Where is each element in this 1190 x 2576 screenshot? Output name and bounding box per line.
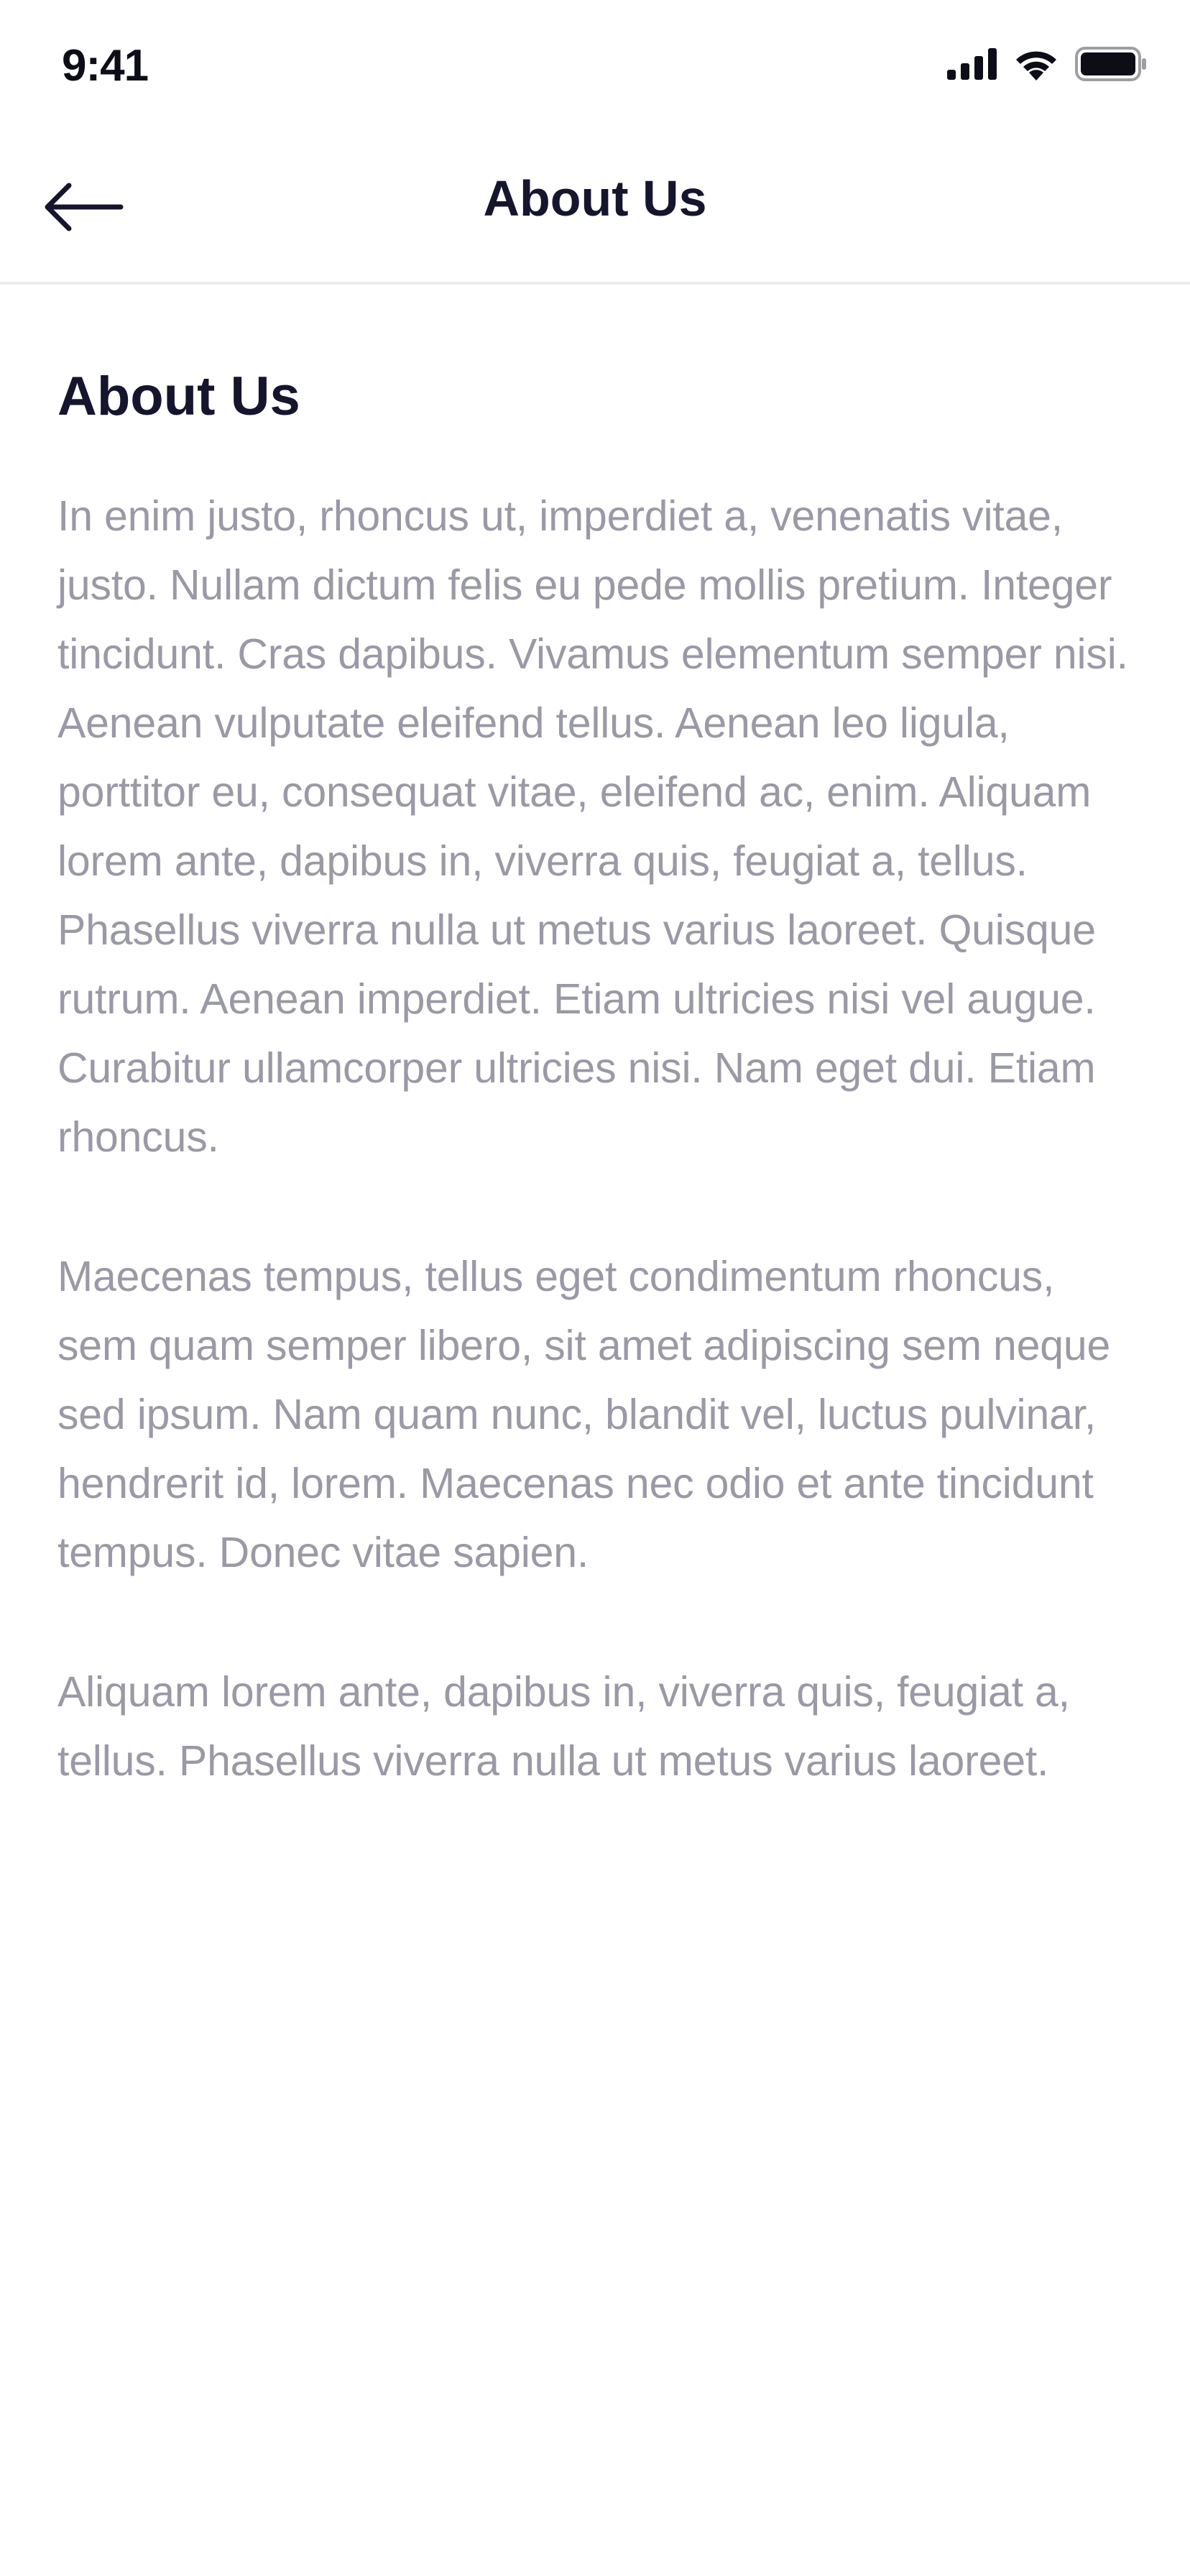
about-content	[57, 367, 1135, 1866]
paragraph-3: Aliquam lorem ante, dapibus in, viverra quis, feugiat a, tellus. Phasellus viverra nulla ut metus varius laoreet.	[57, 1668, 1070, 1785]
cellular-signal-icon	[947, 48, 997, 83]
wifi-icon	[1013, 47, 1059, 84]
status-bar	[0, 0, 1190, 137]
status-icons	[947, 46, 1147, 85]
paragraph-1: In enim justo, rhoncus ut, imperdiet a, venenatis vitae, justo. Nullam dictum felis eu pede mollis pretium. Integer tincidunt. Cras dapibus. Vivamus elementum semper nisi. Aenean vulputate eleifend tellus. Aenean leo ligula, porttitor eu, consequat vitae, eleifend ac, enim. Aliquam lorem ante, dapibus in, viverra quis, feugiat a, tellus. Phasellus viverra nulla ut metus varius laoreet. Quisque rutrum. Aenean imperdiet. Etiam ultricies nisi vel augue. Curabitur ullamcorper ultricies nisi. Nam eget dui. Etiam rhoncus.	[57, 492, 1128, 1161]
nav-bar	[0, 137, 1190, 285]
section-heading: About Us	[57, 366, 300, 427]
battery-icon	[1075, 47, 1147, 85]
paragraph-2: Maecenas tempus, tellus eget condimentum rhoncus, sem quam semper libero, sit amet adipiscing sem neque sed ipsum. Nam quam nunc, blandit vel, luctus pulvinar, hendrerit id, lorem. Maecenas nec odio et ante tincidunt tempus. Donec vitae sapien.	[57, 1252, 1111, 1576]
page-title: About Us	[483, 170, 707, 226]
status-time: 9:41	[62, 41, 149, 91]
